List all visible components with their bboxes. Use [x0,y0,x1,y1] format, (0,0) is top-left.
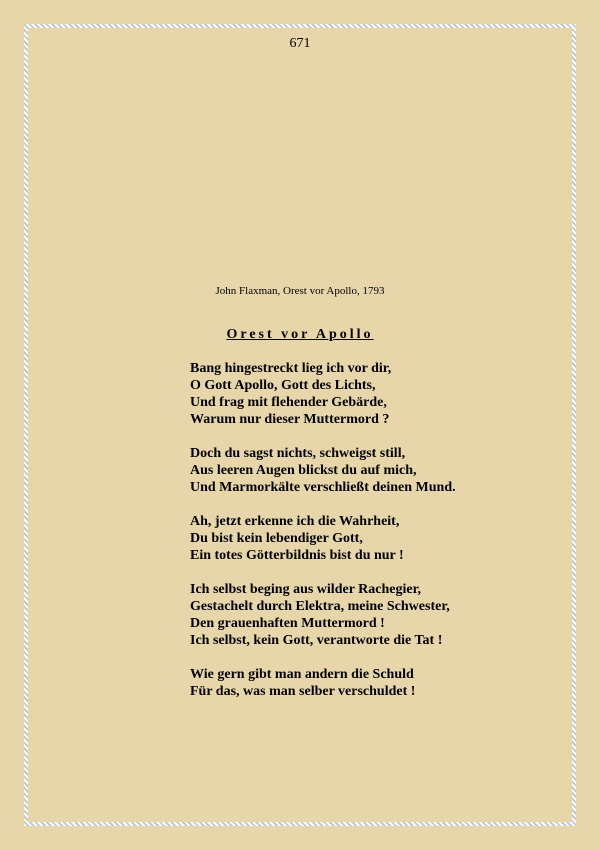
image-caption: John Flaxman, Orest vor Apollo, 1793 [215,285,385,297]
poem-line: Und Marmorkälte verschließt deinen Mund. [190,480,456,495]
stanza [190,513,520,564]
poem-line: Bang hingestreckt lieg ich vor dir, [190,361,392,376]
poem-title: Orest vor Apollo [226,327,374,342]
poem-line: Für das, was man selber verschuldet ! [190,684,416,699]
poem-line: Ein totes Götterbildnis bist du nur ! [190,548,404,563]
poem-line: Gestachelt durch Elektra, meine Schwester, [190,599,450,614]
poem-line: Du bist kein lebendiger Gott, [190,531,363,546]
poem-body [190,360,520,717]
poem-line: O Gott Apollo, Gott des Lichts, [190,378,376,393]
poem-line: Aus leeren Augen blickst du auf mich, [190,463,417,478]
poem-line: Doch du sagst nichts, schweigst still, [190,446,406,461]
page-number: 671 [289,36,311,51]
poem-line: Ah, jetzt erkenne ich die Wahrheit, [190,514,400,529]
poem-line: Und frag mit flehender Gebärde, [190,395,387,410]
poem-line: Wie gern gibt man andern die Schuld [190,667,414,682]
poem-line: Den grauenhaften Muttermord ! [190,616,385,631]
stanza [190,666,520,700]
stanza [190,360,520,428]
poem-line: Warum nur dieser Muttermord ? [190,412,390,427]
poem-line: Ich selbst, kein Gott, verantworte die Tat ! [190,633,443,648]
stanza [190,581,520,649]
poem-line: Ich selbst beging aus wilder Rachegier, [190,582,422,597]
stanza [190,445,520,496]
